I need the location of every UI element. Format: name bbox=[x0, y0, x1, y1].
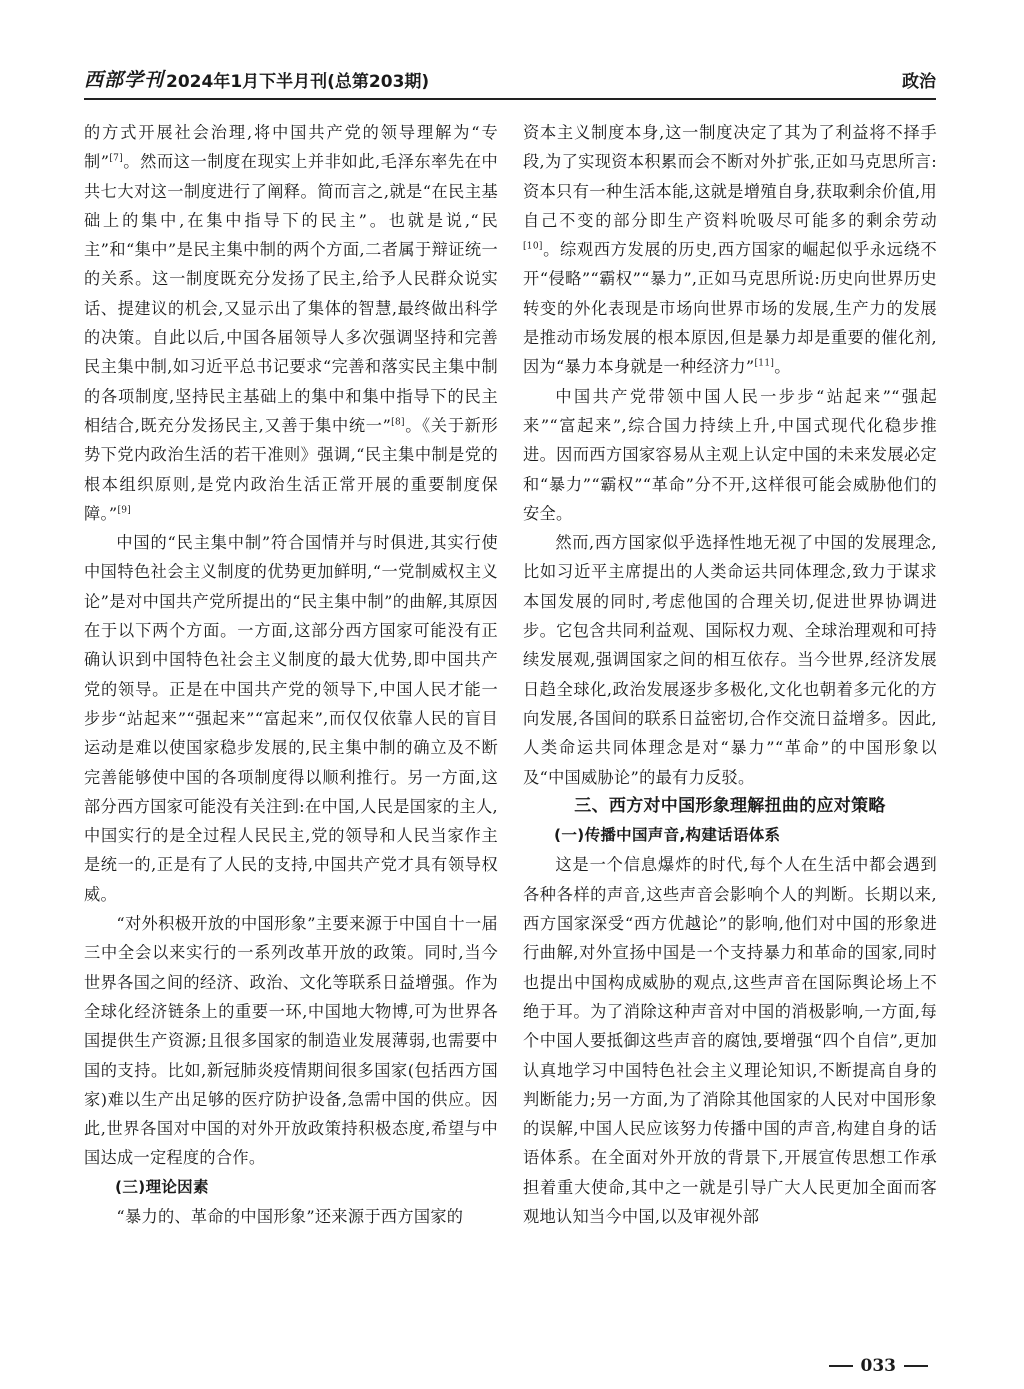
issue-info: 2024年1月下半月刊(总第203期) bbox=[166, 72, 430, 92]
right-column bbox=[523, 118, 937, 1231]
page-header bbox=[84, 64, 936, 100]
page-number-text: 033 bbox=[860, 1356, 896, 1376]
page-number bbox=[821, 1356, 937, 1376]
text-run: 。综观西方发展的历史,西方国家的崛起似乎永远绕不开“侵略”“霸权”“暴力”,正如马克思所说:历史向世界历史转变的外化表现是市场向世界市场的发展,生产力的发展是推动市场发展的根本原因,但是暴力却是重要的催化剂,因为“暴力本身就是一种经济力” bbox=[523, 240, 937, 377]
paragraph: 中国共产党带领中国人民一步步“站起来”“强起来”“富起来”,综合国力持续上升,中国式现代化稳步推进。因而西方国家容易从主观上认定中国的未来发展必定和“暴力”“霸权”“革命”分不开,这样很可能会威胁他们的安全。 bbox=[523, 386, 937, 523]
citation-mark: [8] bbox=[391, 417, 405, 428]
subsection-heading: (一)传播中国声音,构建话语体系 bbox=[554, 826, 781, 845]
text-run: 。 bbox=[774, 357, 791, 377]
section-name: 政治 bbox=[902, 72, 936, 92]
text-run: 。然而这一制度在现实上并非如此,毛泽东率先在中共七大对这一制度进行了阐释。简而言之,就是“在民主基础上的集中,在集中指导下的民主”。也就是说,“民主”和“集中”是民主集中制的两个方面,二者属于辩证统一的关系。这一制度既充分发扬了民主,给予人民群众说实话、提建议的机会,又显示出了集体的智慧,最终做出科学的决策。自此以后,中国各届领导人多次强调坚持和完善民主集中制,如习近平总书记要求“完善和落实民主集中制的各项制度,坚持民主基础上的集中和集中指导下的民主相结合,既充分发扬民主,又善于集中统一” bbox=[84, 152, 498, 435]
header-left bbox=[84, 65, 429, 98]
text-run: 的方式开展社会治理,将中国共产党的领导理解为“专制” bbox=[84, 123, 498, 172]
paragraph: 中国的“民主集中制”符合国情并与时俱进,其实行使中国特色社会主义制度的优势更加鲜明,“一党制威权主义论”是对中国共产党所提出的“民主集中制”的曲解,其原因在于以下两个方面。一方面,这部分西方国家可能没有正确认识到中国特色社会主义制度的最大优势,即中国共产党的领导。正是在中国共产党的领导下,中国人民才能一步步“站起来”“强起来”“富起来”,而仅仅依靠人民的盲目运动是难以使国家稳步发展的,民主集中制的确立及不断完善能够使中国的各项制度得以顺利推行。另一方面,这部分西方国家可能没有关注到:在中国,人民是国家的主人,中国实行的是全过程人民民主,党的领导和人民当家作主是统一的,正是有了人民的支持,中国共产党才具有领导权威。 bbox=[84, 533, 498, 904]
citation-mark: [7] bbox=[109, 153, 124, 164]
subsection-heading: (三)理论因素 bbox=[115, 1177, 209, 1196]
paragraph: 这是一个信息爆炸的时代,每个人在生活中都会遇到各种各样的声音,这些声音会影响个人的判断。长期以来,西方国家深受“西方优越论”的影响,他们对中国的形象进行曲解,对外宣扬中国是一个支持暴力和革命的国家,同时也提出中国构成威胁的观点,这些声音在国际舆论场上不绝于耳。为了消除这种声音对中国的消极影响,一方面,每个中国人要抵御这些声音的腐蚀,要增强“四个自信”,更加认真地学习中国特色社会主义理论知识,不断提高自身的判断能力;另一方面,为了消除其他国家的人民对中国形象的误解,中国人民应该努力传播中国的声音,构建自身的话语体系。在全面对外开放的背景下,开展宣传思想工作承担着重大使命,其中之一就是引导广大人民更加全面而客观地认知当今中国,以及审视外部 bbox=[523, 855, 937, 1226]
paragraph: 然而,西方国家似乎选择性地无视了中国的发展理念,比如习近平主席提出的人类命运共同体理念,致力于谋求本国发展的同时,考虑他国的合理关切,促进世界协调进步。它包含共同利益观、国际权力观、全球治理观和可持续发展观,强调国家之间的相互依存。当今世界,经济发展日趋全球化,政治发展逐步多极化,文化也朝着多元化的方向发展,各国间的联系日益密切,合作交流日益增多。因此,人类命运共同体理念是对“暴力”“革命”的中国形象以及“中国威胁论”的最有力反驳。 bbox=[523, 533, 937, 787]
text-run: 。《关于新形势下党内政治生活的若干准则》强调,“民主集中制是党的根本组织原则,是党内政治生活正常开展的重要制度保障。” bbox=[84, 415, 498, 523]
paragraph bbox=[523, 118, 937, 382]
journal-name: 西部学刊 bbox=[84, 69, 165, 91]
dash-left bbox=[829, 1365, 853, 1367]
citation-mark: [9] bbox=[117, 505, 132, 516]
section-heading: 三、西方对中国形象理解扭曲的应对策略 bbox=[574, 795, 886, 816]
text-run: 资本主义制度本身,这一制度决定了其为了利益将不择手段,为了实现资本积累而会不断对外扩张,正如马克思所言:资本只有一种生活本能,这就是增殖自身,获取剩余价值,用自己不变的部分即生产资料吮吸尽可能多的剩余劳动 bbox=[523, 123, 937, 230]
citation-mark: [11] bbox=[754, 358, 775, 369]
paragraph: “暴力的、革命的中国形象”还来源于西方国家的 bbox=[116, 1206, 464, 1226]
left-column bbox=[84, 118, 498, 1231]
citation-mark: [10] bbox=[523, 241, 543, 252]
paragraph bbox=[84, 118, 498, 528]
dash-right bbox=[904, 1365, 928, 1367]
paragraph: “对外积极开放的中国形象”主要来源于中国自十一届三中全会以来实行的一系列改革开放的政策。同时,当今世界各国之间的经济、政治、文化等联系日益增强。作为全球化经济链条上的重要一环,中国地大物博,可为世界各国提供生产资源;且很多国家的制造业发展薄弱,也需要中国的支持。比如,新冠肺炎疫情期间很多国家(包括西方国家)难以生产出足够的医疗防护设备,急需中国的供应。因此,世界各国对中国的对外开放政策持积极态度,希望与中国达成一定程度的合作。 bbox=[84, 914, 498, 1168]
